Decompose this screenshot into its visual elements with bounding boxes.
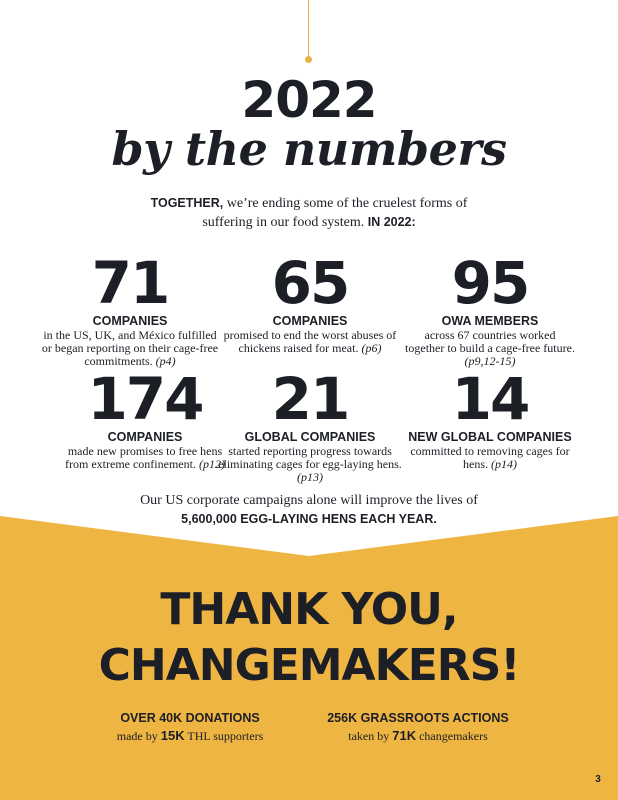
fact-post: THL supporters [184,729,264,743]
fact-description [100,728,280,744]
stat-page-ref: (p14) [491,457,517,471]
stat-page-ref: (p13) [297,470,323,484]
stat-label: GLOBAL COMPANIES [244,430,376,444]
stat-block [405,249,575,368]
stat-description-text: across 67 countries worked together to build a cage-free future. [405,328,575,355]
stat-label: NEW GLOBAL COMPANIES [408,430,572,444]
thank-you-line-2: CHANGEMAKERS! [98,640,520,691]
stat-page-ref: (p12) [198,457,225,471]
stat-block [40,249,220,368]
stat-number: 174 [87,365,203,433]
stat-number: 14 [451,365,529,433]
campaign-text: Our US corporate campaigns alone will improve the lives of [140,493,478,508]
top-decorative-line [308,0,309,58]
thank-you-line-1: THANK YOU, [160,584,458,635]
intro-text: we’re ending some of the cruelest forms of suffering in our food system. [202,196,468,230]
stat-number: 71 [91,249,169,317]
stat-number: 95 [451,249,529,317]
stat-description [400,445,580,471]
fact-pre: taken by [348,729,393,743]
stat-number: 21 [271,365,349,433]
top-decorative-dot [305,56,312,63]
fact-block [100,710,280,744]
page-title-subtitle: by the numbers [111,122,507,176]
fact-description [318,728,518,744]
campaign-highlight: 5,600,000 EGG-LAYING HENS EACH YEAR. [181,512,437,526]
stat-block [55,365,235,471]
stat-description [405,329,575,368]
fact-count: 15K [160,728,185,743]
fact-block [318,710,518,744]
stat-description [55,445,235,471]
fact-count: 71K [392,728,417,743]
page-number: 3 [595,774,601,785]
stat-label: OWA MEMBERS [441,314,539,328]
stat-page-ref: (p4) [155,354,176,368]
fact-title: 256K GRASSROOTS ACTIONS [327,711,509,725]
fact-title: OVER 40K DONATIONS [120,711,260,725]
stat-description [220,329,400,355]
stat-description-text: committed to removing cages for hens. [410,444,570,471]
stat-page-ref: (p9,12-15) [464,354,516,368]
stat-label: COMPANIES [92,314,168,328]
stat-block [220,249,400,355]
intro-paragraph [150,194,468,232]
stat-description [40,329,220,368]
stat-number: 65 [271,249,349,317]
stat-description-text: promised to end the worst abuses of chickens raised for meat. [223,328,397,355]
stat-block [215,365,405,484]
intro-lead: TOGETHER, [150,196,224,210]
fact-pre: made by [116,729,161,743]
stat-description-text: started reporting progress towards eliminating cages for egg-laying hens. [218,444,402,471]
stat-description [215,445,405,484]
stat-description-text: in the US, UK, and México fulfilled or began reporting on their cage-free commitments. [41,328,219,368]
fact-post: changemakers [416,729,488,743]
thank-you-heading [0,582,618,694]
stat-description-text: made new promises to free hens from extreme confinement. [65,444,223,471]
page-title-year: 2022 [241,71,377,129]
campaign-summary [130,492,488,529]
stat-page-ref: (p6) [361,341,382,355]
intro-tail: IN 2022: [367,215,416,229]
stat-block [400,365,580,471]
stat-label: COMPANIES [272,314,348,328]
stat-label: COMPANIES [107,430,183,444]
